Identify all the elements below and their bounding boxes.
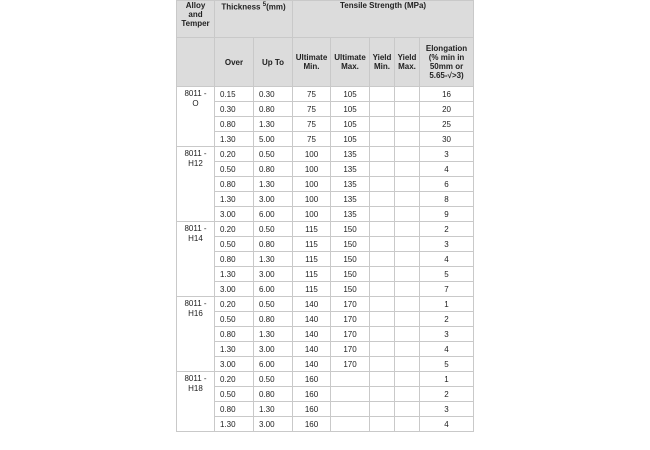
ultimate-min-cell: 140 (293, 312, 331, 327)
yield-max-cell (395, 102, 420, 117)
elongation-cell: 8 (420, 192, 474, 207)
ultimate-min-cell: 115 (293, 237, 331, 252)
up-to-cell: 1.30 (254, 252, 293, 267)
yield-max-cell (395, 282, 420, 297)
over-cell: 0.20 (215, 372, 254, 387)
ultimate-max-cell: 105 (331, 87, 370, 102)
table-row (177, 117, 474, 132)
up-to-cell: 6.00 (254, 282, 293, 297)
alloy-temper-label: 8011 - (184, 224, 207, 233)
alloy-temper-label: H12 (188, 159, 203, 168)
ultimate-min-cell: 160 (293, 402, 331, 417)
ultimate-min-cell: 140 (293, 357, 331, 372)
ultimate-min-cell: 100 (293, 162, 331, 177)
yield-max-cell (395, 327, 420, 342)
ultimate-min-cell: 75 (293, 132, 331, 147)
yield-max-cell (395, 312, 420, 327)
over-cell: 1.30 (215, 417, 254, 432)
over-cell: 0.50 (215, 162, 254, 177)
table-row (177, 357, 474, 372)
yield-min-cell (370, 402, 395, 417)
ultimate-max-cell: 135 (331, 192, 370, 207)
yield-min-header: Yield Min. (370, 38, 395, 87)
yield-min-cell (370, 87, 395, 102)
yield-max-cell (395, 177, 420, 192)
over-cell: 0.80 (215, 117, 254, 132)
ultimate-min-cell: 115 (293, 282, 331, 297)
ultimate-min-cell: 75 (293, 87, 331, 102)
yield-min-cell (370, 372, 395, 387)
ultimate-max-cell (331, 402, 370, 417)
yield-max-cell (395, 207, 420, 222)
table-row (177, 417, 474, 432)
elongation-cell: 2 (420, 222, 474, 237)
yield-max-cell (395, 372, 420, 387)
yield-min-cell (370, 312, 395, 327)
ultimate-min-cell: 100 (293, 147, 331, 162)
ultimate-min-cell: 75 (293, 102, 331, 117)
yield-max-cell (395, 342, 420, 357)
yield-min-cell (370, 357, 395, 372)
elongation-cell: 5 (420, 267, 474, 282)
over-cell: 0.80 (215, 177, 254, 192)
table-row (177, 387, 474, 402)
elongation-cell: 3 (420, 237, 474, 252)
elongation-cell: 2 (420, 312, 474, 327)
ultimate-min-cell: 115 (293, 252, 331, 267)
ultimate-min-cell: 100 (293, 192, 331, 207)
up-to-cell: 3.00 (254, 417, 293, 432)
over-cell: 1.30 (215, 192, 254, 207)
up-to-cell: 1.30 (254, 327, 293, 342)
yield-max-cell (395, 387, 420, 402)
ultimate-max-cell: 105 (331, 132, 370, 147)
alloy-temper-label: O (192, 99, 199, 108)
elongation-cell: 20 (420, 102, 474, 117)
table-row (177, 132, 474, 147)
yield-min-cell (370, 327, 395, 342)
up-to-cell: 0.50 (254, 297, 293, 312)
up-to-cell: 1.30 (254, 117, 293, 132)
table-row (177, 87, 474, 102)
table-body (177, 87, 474, 432)
elongation-cell: 6 (420, 177, 474, 192)
over-cell: 0.20 (215, 147, 254, 162)
elongation-cell: 7 (420, 282, 474, 297)
over-cell: 0.80 (215, 327, 254, 342)
ultimate-max-cell: 135 (331, 162, 370, 177)
ultimate-max-cell: 170 (331, 312, 370, 327)
alloy-temper-label: 8011 - (184, 299, 207, 308)
table-row (177, 162, 474, 177)
header-row-top (177, 1, 474, 38)
elongation-cell: 16 (420, 87, 474, 102)
up-to-cell: 3.00 (254, 342, 293, 357)
ultimate-max-cell: 135 (331, 147, 370, 162)
over-cell: 0.50 (215, 387, 254, 402)
table-row (177, 192, 474, 207)
yield-max-cell (395, 222, 420, 237)
yield-min-cell (370, 102, 395, 117)
ultimate-max-cell: 135 (331, 207, 370, 222)
alloy-temper-label: H14 (188, 234, 203, 243)
ultimate-min-cell: 140 (293, 342, 331, 357)
yield-max-cell (395, 132, 420, 147)
yield-min-cell (370, 252, 395, 267)
yield-min-cell (370, 117, 395, 132)
ultimate-min-cell: 115 (293, 222, 331, 237)
yield-min-cell (370, 207, 395, 222)
over-cell: 1.30 (215, 267, 254, 282)
alloy-temper-header: Alloy and Temper (177, 1, 215, 38)
yield-max-cell (395, 297, 420, 312)
ultimate-max-cell (331, 417, 370, 432)
yield-min-cell (370, 147, 395, 162)
ultimate-max-cell: 150 (331, 267, 370, 282)
table-row (177, 327, 474, 342)
alloy-temper-cell (177, 147, 215, 222)
elongation-cell: 5 (420, 357, 474, 372)
elongation-cell: 3 (420, 402, 474, 417)
over-cell: 0.50 (215, 312, 254, 327)
elongation-cell: 30 (420, 132, 474, 147)
table-row (177, 297, 474, 312)
elongation-cell: 1 (420, 297, 474, 312)
ultimate-min-cell: 140 (293, 297, 331, 312)
table-row (177, 282, 474, 297)
yield-min-cell (370, 162, 395, 177)
elongation-cell: 9 (420, 207, 474, 222)
yield-max-cell (395, 417, 420, 432)
yield-max-cell (395, 402, 420, 417)
elongation-cell: 25 (420, 117, 474, 132)
over-cell: 0.50 (215, 237, 254, 252)
up-to-cell: 0.80 (254, 387, 293, 402)
alloy-temper-label: H18 (188, 384, 203, 393)
table-row (177, 222, 474, 237)
ultimate-min-cell: 160 (293, 372, 331, 387)
table-row (177, 342, 474, 357)
ultimate-max-cell: 170 (331, 357, 370, 372)
ultimate-max-cell: 105 (331, 102, 370, 117)
alloy-temper-label: 8011 - (184, 149, 207, 158)
yield-min-cell (370, 132, 395, 147)
up-to-cell: 0.50 (254, 147, 293, 162)
alloy-temper-cell (177, 87, 215, 147)
yield-max-header: Yield Max. (395, 38, 420, 87)
alloy-temper-label: 8011 - (184, 89, 207, 98)
ultimate-max-cell: 105 (331, 117, 370, 132)
ultimate-max-cell (331, 387, 370, 402)
over-cell: 3.00 (215, 207, 254, 222)
ultimate-max-header: Ultimate Max. (331, 38, 370, 87)
over-cell: 0.80 (215, 252, 254, 267)
up-to-header: Up To (254, 38, 293, 87)
ultimate-max-cell: 135 (331, 177, 370, 192)
yield-max-cell (395, 267, 420, 282)
yield-min-cell (370, 387, 395, 402)
ultimate-max-cell: 150 (331, 237, 370, 252)
elongation-cell: 4 (420, 417, 474, 432)
up-to-cell: 6.00 (254, 207, 293, 222)
elongation-cell: 4 (420, 342, 474, 357)
up-to-cell: 3.00 (254, 192, 293, 207)
table-row (177, 402, 474, 417)
table-row (177, 237, 474, 252)
tensile-strength-header: Tensile Strength (MPa) (293, 1, 474, 38)
over-cell: 0.30 (215, 102, 254, 117)
yield-min-cell (370, 297, 395, 312)
table-row (177, 147, 474, 162)
elongation-cell: 4 (420, 252, 474, 267)
ultimate-max-cell: 150 (331, 282, 370, 297)
table-row (177, 207, 474, 222)
over-cell: 1.30 (215, 132, 254, 147)
elongation-cell: 1 (420, 372, 474, 387)
alloy-properties-table (176, 0, 474, 432)
up-to-cell: 3.00 (254, 267, 293, 282)
up-to-cell: 0.80 (254, 162, 293, 177)
over-cell: 3.00 (215, 282, 254, 297)
yield-max-cell (395, 237, 420, 252)
ultimate-min-cell: 115 (293, 267, 331, 282)
yield-min-cell (370, 192, 395, 207)
yield-min-cell (370, 267, 395, 282)
yield-max-cell (395, 252, 420, 267)
ultimate-min-cell: 140 (293, 327, 331, 342)
alloy-temper-cell (177, 372, 215, 432)
up-to-cell: 0.80 (254, 237, 293, 252)
elongation-cell: 3 (420, 327, 474, 342)
yield-min-cell (370, 222, 395, 237)
up-to-cell: 0.30 (254, 87, 293, 102)
over-cell: 1.30 (215, 342, 254, 357)
yield-min-cell (370, 417, 395, 432)
table-row (177, 177, 474, 192)
table-row (177, 267, 474, 282)
up-to-cell: 5.00 (254, 132, 293, 147)
up-to-cell: 0.80 (254, 312, 293, 327)
alloy-temper-label: 8011 - (184, 374, 207, 383)
alloy-temper-cell (177, 297, 215, 372)
ultimate-min-cell: 160 (293, 387, 331, 402)
yield-min-cell (370, 237, 395, 252)
ultimate-max-cell: 170 (331, 342, 370, 357)
elongation-cell: 3 (420, 147, 474, 162)
up-to-cell: 0.50 (254, 222, 293, 237)
ultimate-min-cell: 100 (293, 207, 331, 222)
yield-max-cell (395, 117, 420, 132)
up-to-cell: 1.30 (254, 177, 293, 192)
elongation-cell: 4 (420, 162, 474, 177)
over-header: Over (215, 38, 254, 87)
ultimate-max-cell: 150 (331, 252, 370, 267)
over-cell: 0.20 (215, 222, 254, 237)
alloy-blank-header (177, 38, 215, 87)
table-row (177, 372, 474, 387)
table-row (177, 102, 474, 117)
thickness-header: Thickness $^5$(mm) (215, 1, 293, 38)
up-to-cell: 0.80 (254, 102, 293, 117)
ultimate-max-cell: 150 (331, 222, 370, 237)
up-to-cell: 0.50 (254, 372, 293, 387)
yield-max-cell (395, 357, 420, 372)
alloy-temper-cell (177, 222, 215, 297)
yield-max-cell (395, 162, 420, 177)
table-row (177, 312, 474, 327)
header-row-sub (177, 38, 474, 87)
ultimate-max-cell: 170 (331, 297, 370, 312)
ultimate-min-cell: 160 (293, 417, 331, 432)
yield-min-cell (370, 282, 395, 297)
table-row (177, 252, 474, 267)
ultimate-max-cell: 170 (331, 327, 370, 342)
over-cell: 0.15 (215, 87, 254, 102)
over-cell: 3.00 (215, 357, 254, 372)
ultimate-min-header: Ultimate Min. (293, 38, 331, 87)
yield-min-cell (370, 177, 395, 192)
yield-min-cell (370, 342, 395, 357)
elongation-cell: 2 (420, 387, 474, 402)
ultimate-min-cell: 100 (293, 177, 331, 192)
up-to-cell: 6.00 (254, 357, 293, 372)
over-cell: 0.80 (215, 402, 254, 417)
alloy-temper-label: H16 (188, 309, 203, 318)
yield-max-cell (395, 147, 420, 162)
up-to-cell: 1.30 (254, 402, 293, 417)
yield-max-cell (395, 192, 420, 207)
ultimate-min-cell: 75 (293, 117, 331, 132)
elongation-header: Elongation (% min in 50mm or 5.65-√>3) (420, 38, 474, 87)
yield-max-cell (395, 87, 420, 102)
over-cell: 0.20 (215, 297, 254, 312)
ultimate-max-cell (331, 372, 370, 387)
